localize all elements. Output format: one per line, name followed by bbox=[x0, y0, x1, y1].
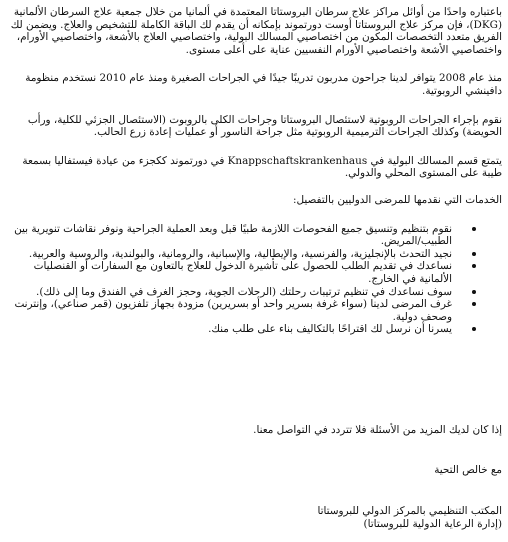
signature-department: (إدارة الرعاية الدولية للبروستاتا) bbox=[363, 517, 502, 530]
surgeons-paragraph: منذ عام 2008 يتوافر لدينا جراحون مدربون تدريبًا جيدًا في الجراحات الصغيرة ومنذ عام 2010 نستخدم منظومة دافينشي الروبوتية. bbox=[25, 72, 502, 97]
service-text: نقوم بتنظيم وتنسيق جميع الفحوصات اللازمة طبيًا قبل وبعد العملية الجراحية ونوفر نقاشات تنويرية بين الطبيب/المريض. bbox=[14, 222, 452, 248]
signature-block bbox=[6, 505, 502, 530]
robotic-surgery-paragraph: نقوم بإجراء الجراحات الروبوتية لاستئصال البروستاتا وجراحات الكلى بالروبوت (الاستئصال الجزئي للكلية، ورأب الحويضة) وكذلك الجراحات الترميمية الروبوتية مثل جراحة الناسور أو عمليات إعادة زرع الحالب. bbox=[27, 113, 502, 139]
list-item bbox=[6, 260, 454, 285]
service-text: غرف المرضى لدينا (سواء غرفة بسرير واحد أو بسريرين) مزودة بجهاز تلفزيون (قمر صناعي)، وإنترنت وصحف دولية. bbox=[14, 298, 452, 323]
list-item bbox=[6, 298, 454, 323]
service-text: يسرنا أن نرسل لك اقتراحًا بالتكاليف بناء على طلب منك. bbox=[208, 323, 452, 336]
bullet-icon bbox=[472, 227, 476, 231]
contact-line: إذا كان لديك المزيد من الأسئلة فلا تتردد في التواصل معنا. bbox=[253, 424, 502, 436]
list-item bbox=[6, 248, 454, 261]
list-item bbox=[6, 223, 454, 248]
list-item bbox=[6, 323, 454, 336]
bullet-icon bbox=[472, 264, 476, 268]
service-text: نساعدك في تقديم الطلب للحصول على تأشيرة الدخول للعلاج بالتعاون مع السفارات أو القنصليات الألمانية في الخارج. bbox=[33, 260, 452, 285]
closing-regards: مع خالص التحية bbox=[434, 464, 502, 476]
bullet-icon bbox=[472, 290, 476, 294]
service-text: سوف نساعدك في تنظيم ترتيبات رحلتك (الرحلات الجوية، وحجز الغرف في الفندق وما إلى ذلك). bbox=[36, 285, 452, 298]
bullet-icon bbox=[472, 252, 476, 256]
intro-paragraph: باعتباره واحدًا من أوائل مراكز علاج سرطان البروستاتا المعتمدة في ألمانيا من خلال جمعية علاج السرطان الألمانية (DKG)، فإن مركز علاج البروستاتا أوست دورتموند بإمكانه أن يقدم لك الباقة الكاملة للتشخيص والعلاج. ويضمن لك الفريق متعدد التخصصات المكون من اختصاصيي المسالك البولية، واختصاصيي العلاج بالأشعة، واختصاصيي الأورام، واختصاصيي الأشعة واختصاصيي الأورام النفسيين عناية على أعلى مستوى. bbox=[10, 6, 502, 56]
services-list bbox=[6, 223, 502, 336]
bullet-icon bbox=[472, 302, 476, 306]
services-heading: الخدمات التي نقدمها للمرضى الدوليين بالتفصيل: bbox=[292, 193, 502, 206]
reputation-paragraph: يتمتع قسم المسالك البولية في Knappschaftskrankenhaus في دورتموند ككجزء من عيادة فيستفاليا بسمعة طيبة على المستوى المحلي والدولي. bbox=[22, 154, 502, 180]
signature-office: المكتب التنظيمي بالمركز الدولي للبروستاتا bbox=[317, 505, 502, 517]
service-text: نجيد التحدث بالإنجليزية، والفرنسية، والإيطالية، والإسبانية، والرومانية، والبولندية، والروسية والعربية. bbox=[28, 247, 452, 260]
list-item bbox=[6, 286, 454, 299]
bullet-icon bbox=[472, 327, 476, 331]
